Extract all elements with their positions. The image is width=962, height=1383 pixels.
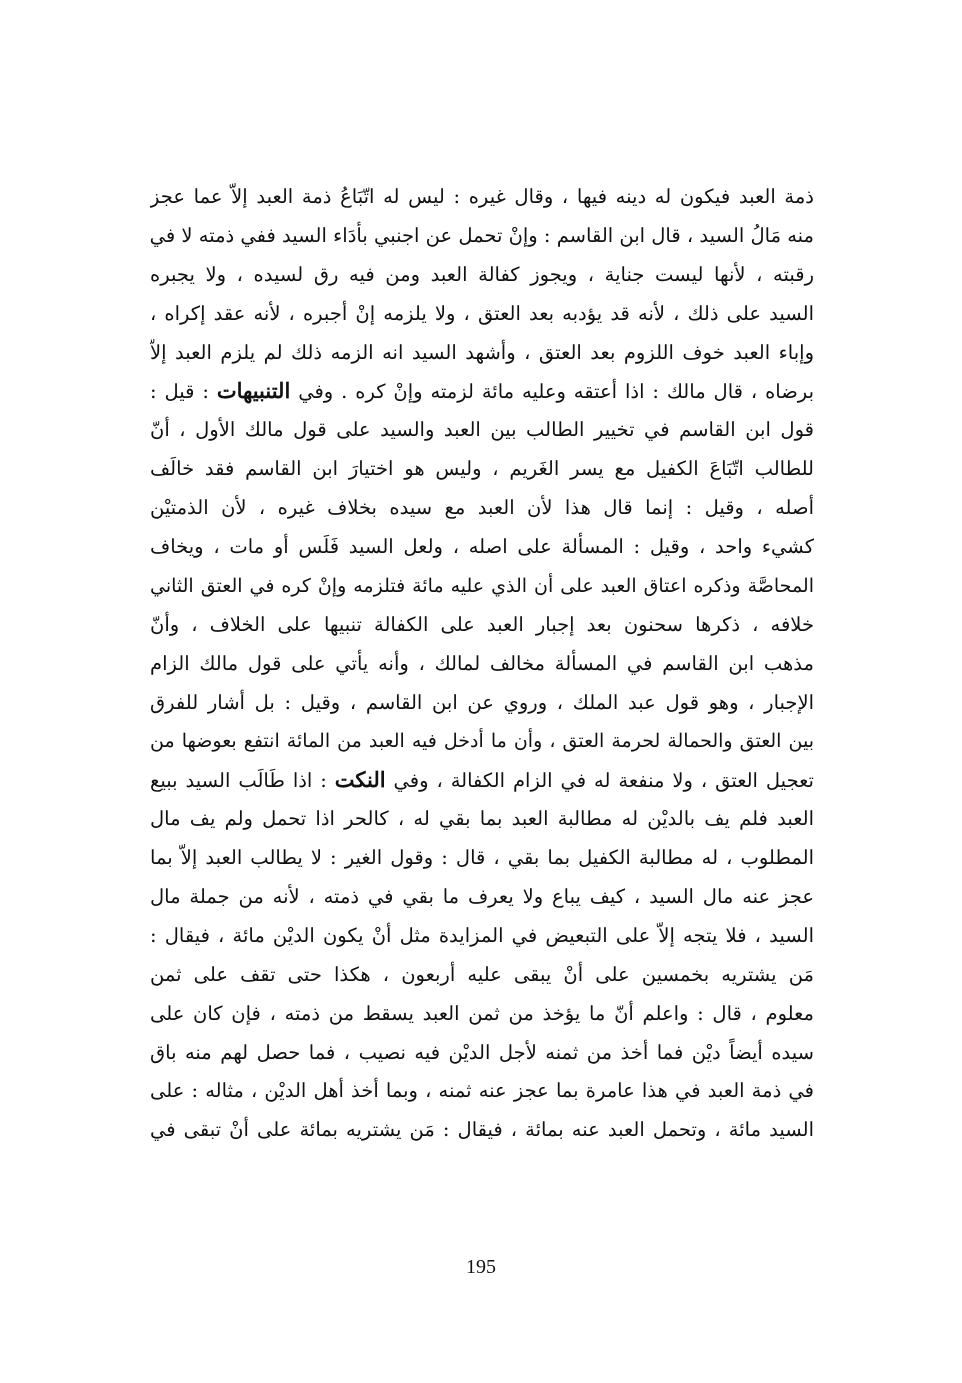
bold-term-tanbihat: التنبيهات — [216, 378, 291, 404]
text-line: قول ابن القاسم في تخيير الطالب بين العبد والسيد على قول مالك الأول ، أنّ — [150, 418, 814, 442]
text-line: عجز عنه مال السيد ، كيف يباع ولا يعرف ما بقي في ذمته ، لأنه من جملة مال — [150, 885, 814, 909]
text-line: وإباء العبد خوف اللزوم بعد العتق ، وأشهد السيد انه الزمه ذلك لم يلزم العبد إلاّ — [150, 340, 814, 364]
text-line: المطلوب ، له مطالبة الكفيل بما بقي ، قال : وقول الغير : لا يطالب العبد إلاّ بما — [150, 846, 814, 870]
text-segment: برضاه ، قال مالك : اذا أعتقه وعليه مائة لزمته وإنْ كره . وفي — [290, 380, 814, 404]
text-segment: تعجيل العتق ، ولا منفعة له في الزام الكفالة ، وفي — [385, 769, 814, 793]
text-line: رقبته ، لأنها ليست جناية ، ويجوز كفالة العبد ومن فيه رق لسيده ، ولا يجبره — [150, 262, 814, 286]
text-line — [150, 372, 814, 411]
text-line: سيده أيضاً ديْن فما أخذ من ثمنه لأجل الديْن فيه نصيب ، فما حصل لهم منه باق — [150, 1040, 814, 1064]
text-line: الإجبار ، وهو قول عبد الملك ، وروي عن ابن القاسم ، وقيل : بل أشار للفرق — [150, 690, 814, 714]
text-segment: : اذا طَالَب السيد ببيع — [150, 769, 335, 793]
text-line: معلوم ، قال : واعلم أنّ ما يؤخذ من ثمن العبد يسقط من ذمته ، فإن كان على — [150, 1001, 814, 1025]
bold-term-nukat: النكت — [334, 767, 386, 793]
text-line: للطالب اتّبَاعَ الكفيل مع يسر الغَريم ، وليس هو اختيارَ ابن القاسم فقد خالَف — [150, 457, 814, 481]
text-line: العبد فلم يف بالديْن له مطالبة العبد بما بقي له ، كالحر اذا تحمل ولم يف مال — [150, 807, 814, 831]
text-line: السيد ، فلا يتجه إلاّ على التبعيض في المزايدة مثل أنْ يكون الديْن مائة ، فيقال : — [150, 923, 814, 947]
text-line: المحاصَّة وذكره اعتاق العبد على أن الذي عليه مائة فتلزمه وإنْ كره في العتق الثاني — [150, 574, 814, 597]
text-line: بين العتق والحمالة لحرمة العتق ، وأن ما أدخل فيه العبد من المائة انتفع بعوضها من — [150, 730, 814, 753]
body-text — [150, 178, 814, 1150]
text-line: السيد على ذلك ، لأنه قد يؤدبه بعد العتق ، ولا يلزمه إنْ أجبره ، لأنه عقد إكراه ، — [150, 301, 814, 325]
text-line: مذهب ابن القاسم في المسألة مخالف لمالك ، وأنه يأتي على قول مالك الزام — [150, 651, 814, 675]
text-line: خلافه ، ذكرها سحنون بعد إجبار العبد على الكفالة تنبيها على الخلاف ، وأنّ — [150, 612, 814, 636]
text-line — [150, 761, 814, 800]
text-line: منه مَالُ السيد ، قال ابن القاسم : وإنْ تحمل عن اجنبي بأدَاء السيد ففي ذمته لا في — [150, 223, 814, 247]
page-number: 195 — [466, 1256, 496, 1278]
text-line: في ذمة العبد في هذا عامرة بما عجز عنه ثمنه ، وبما أخذ أهل الديْن ، مثاله : على — [150, 1079, 814, 1103]
text-segment: : قيل : — [150, 380, 217, 404]
text-line: ذمة العبد فيكون له دينه فيها ، وقال غيره : ليس له اتّبَاعُ ذمة العبد إلاّ عما عجز — [150, 185, 814, 208]
text-line: كشيء واحد ، وقيل : المسألة على اصله ، ولعل السيد فَلَس أو مات ، ويخاف — [150, 535, 814, 559]
text-line: السيد مائة ، وتحمل العبد عنه بمائة ، فيقال : مَن يشتريه بمائة على أنْ تبقى في — [150, 1118, 814, 1142]
text-line: أصله ، وقيل : إنما قال هذا لأن العبد مع سيده بخلاف غيره ، لأن الذمتيْن — [150, 496, 814, 520]
text-line: مَن يشتريه بخمسين على أنْ يبقى عليه أربعون ، هكذا حتى تقف على ثمن — [150, 962, 814, 986]
